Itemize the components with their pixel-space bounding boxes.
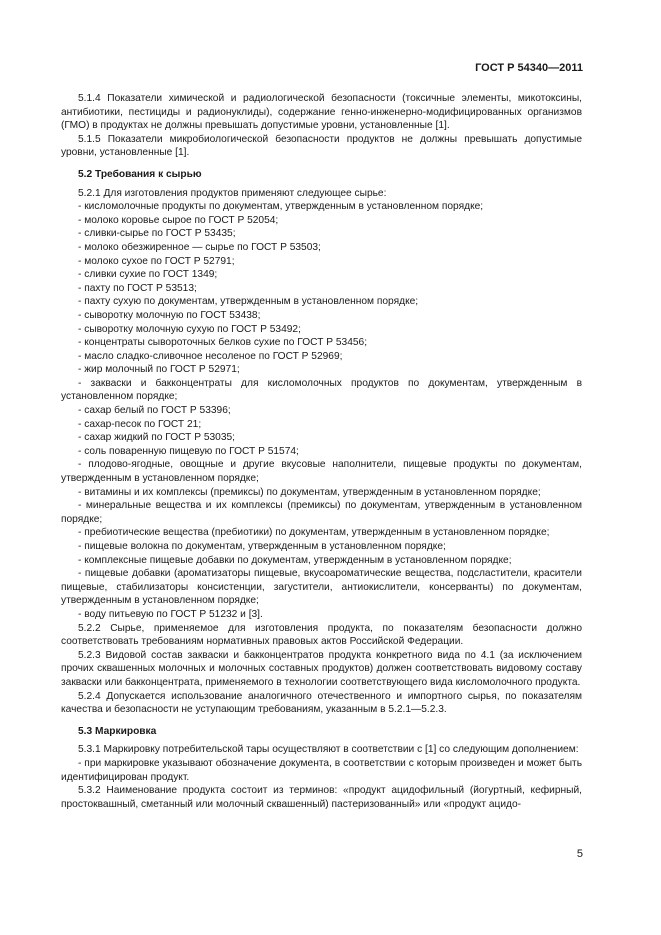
list-item: - сахар жидкий по ГОСТ Р 53035; xyxy=(78,432,235,444)
list-item: - при маркировке указывают обозначение документа, в соответствии с которым произведен и может быть идентифицирован продукт. xyxy=(61,757,582,783)
list-item: - сыворотку молочную сухую по ГОСТ Р 53492; xyxy=(78,323,301,335)
document-code: ГОСТ Р 54340—2011 xyxy=(475,62,583,74)
list-item: - минеральные вещества и их комплексы (премиксы) по документам, утвержденным в установленном порядке; xyxy=(61,500,582,525)
list-item: - пищевые добавки (ароматизаторы пищевые, вкусоароматические вещества, подсластители, красители пищевые, стабилизаторы консистенции, загустители, антиокислители, консерванты) по документам, утвержденным в установленном порядке; xyxy=(61,568,582,607)
list-item: - пахту сухую по документам, утвержденным в установленном порядке; xyxy=(78,296,419,308)
paragraph-5-2-4: 5.2.4 Допускается использование аналогичного отечественного и импортного сырья, по показателям качества и безопасности не уступающим требованиям, указанным в 5.2.1—5.2.3. xyxy=(61,690,582,716)
section-heading-5-3: 5.3 Маркировка xyxy=(78,725,157,737)
list-item: - жир молочный по ГОСТ Р 52971; xyxy=(78,364,240,376)
paragraph-5-2-2: 5.2.2 Сырье, применяемое для изготовления продукта, по показателям безопасности должно соответствовать требованиям нормативных правовых актов Российской Федерации. xyxy=(61,622,582,648)
section-heading-5-2: 5.2 Требования к сырью xyxy=(78,168,202,180)
list-item: - плодово-ягодные, овощные и другие вкусовые наполнители, пищевые продукты по документам, утвержденным в установленном порядке; xyxy=(61,459,582,485)
list-item: - масло сладко-сливочное несоленое по ГОСТ Р 52969; xyxy=(78,350,343,362)
list-item: - пищевые волокна по документам, утвержденным в установленном порядке; xyxy=(78,541,446,552)
paragraph-5-3-2: 5.3.2 Наименование продукта состоит из терминов: «продукт ацидофильный (йогуртный, кефирный, простоквашный, сметанный или молочный сквашенный) пастеризованный» или «продукт ацидо- xyxy=(61,785,582,810)
list-item: - пахту по ГОСТ Р 53513; xyxy=(78,282,197,294)
list-item: - молоко обезжиренное — сырье по ГОСТ Р 53503; xyxy=(78,241,321,253)
list-item: - витамины и их комплексы (премиксы) по документам, утвержденным в установленном порядке; xyxy=(78,486,541,498)
list-item: - концентраты сывороточных белков сухие по ГОСТ Р 53456; xyxy=(78,337,368,349)
list-item: - молоко сухое по ГОСТ Р 52791; xyxy=(78,255,235,267)
list-item: - сливки-сырье по ГОСТ Р 53435; xyxy=(78,228,236,240)
list-item: - сахар белый по ГОСТ Р 53396; xyxy=(78,405,231,417)
document-body xyxy=(61,92,582,811)
list-item: - сахар-песок по ГОСТ 21; xyxy=(78,418,202,430)
page-number: 5 xyxy=(576,848,583,860)
list-item: - пребиотические вещества (пребиотики) по документам, утвержденным в установленном порядке; xyxy=(78,527,550,539)
paragraph-5-3-1: 5.3.1 Маркировку потребительской тары осуществляют в соответствии с [1] со следующим дополнением: xyxy=(78,744,579,756)
list-item: - молоко коровье сырое по ГОСТ Р 52054; xyxy=(78,214,279,226)
paragraph-5-1-5: 5.1.5 Показатели микробиологической безопасности продуктов не должны превышать допустимые уровни, установленные [1]. xyxy=(61,133,582,159)
paragraph-5-1-4: 5.1.4 Показатели химической и радиологической безопасности (токсичные элементы, микотоксины, антибиотики, пестициды и радионуклиды), содержание генно-инженерно-модифицированных организмов (ГМО) в продуктах не должны превышать допустимые уровни, установленные [1]. xyxy=(61,93,582,132)
list-item: - закваски и бакконцентраты для кисломолочных продуктов по документам, утвержденным в установленном порядке; xyxy=(61,377,582,403)
list-item: - воду питьевую по ГОСТ Р 51232 и [3]. xyxy=(78,608,263,620)
list-item: - сливки сухие по ГОСТ 1349; xyxy=(78,269,218,281)
list-item: - сыворотку молочную по ГОСТ 53438; xyxy=(78,309,261,321)
list-item: - комплексные пищевые добавки по документам, утвержденным в установленном порядке; xyxy=(78,554,512,566)
paragraph-5-2-3: 5.2.3 Видовой состав закваски и бакконцентратов продукта конкретного вида по 4.1 (за исключением прочих сквашенных молочных и молочных составных продуктов) должен соответствовать видовому составу закваски или бакконцентрата, применяемого в технологии соответствующего вида кисломолочного продукта. xyxy=(61,649,582,688)
list-item: - кисломолочные продукты по документам, утвержденным в установленном порядке; xyxy=(78,201,484,213)
paragraph-5-2-1: 5.2.1 Для изготовления продуктов применяют следующее сырье: xyxy=(78,187,387,199)
list-item: - соль поваренную пищевую по ГОСТ Р 51574; xyxy=(78,445,299,457)
